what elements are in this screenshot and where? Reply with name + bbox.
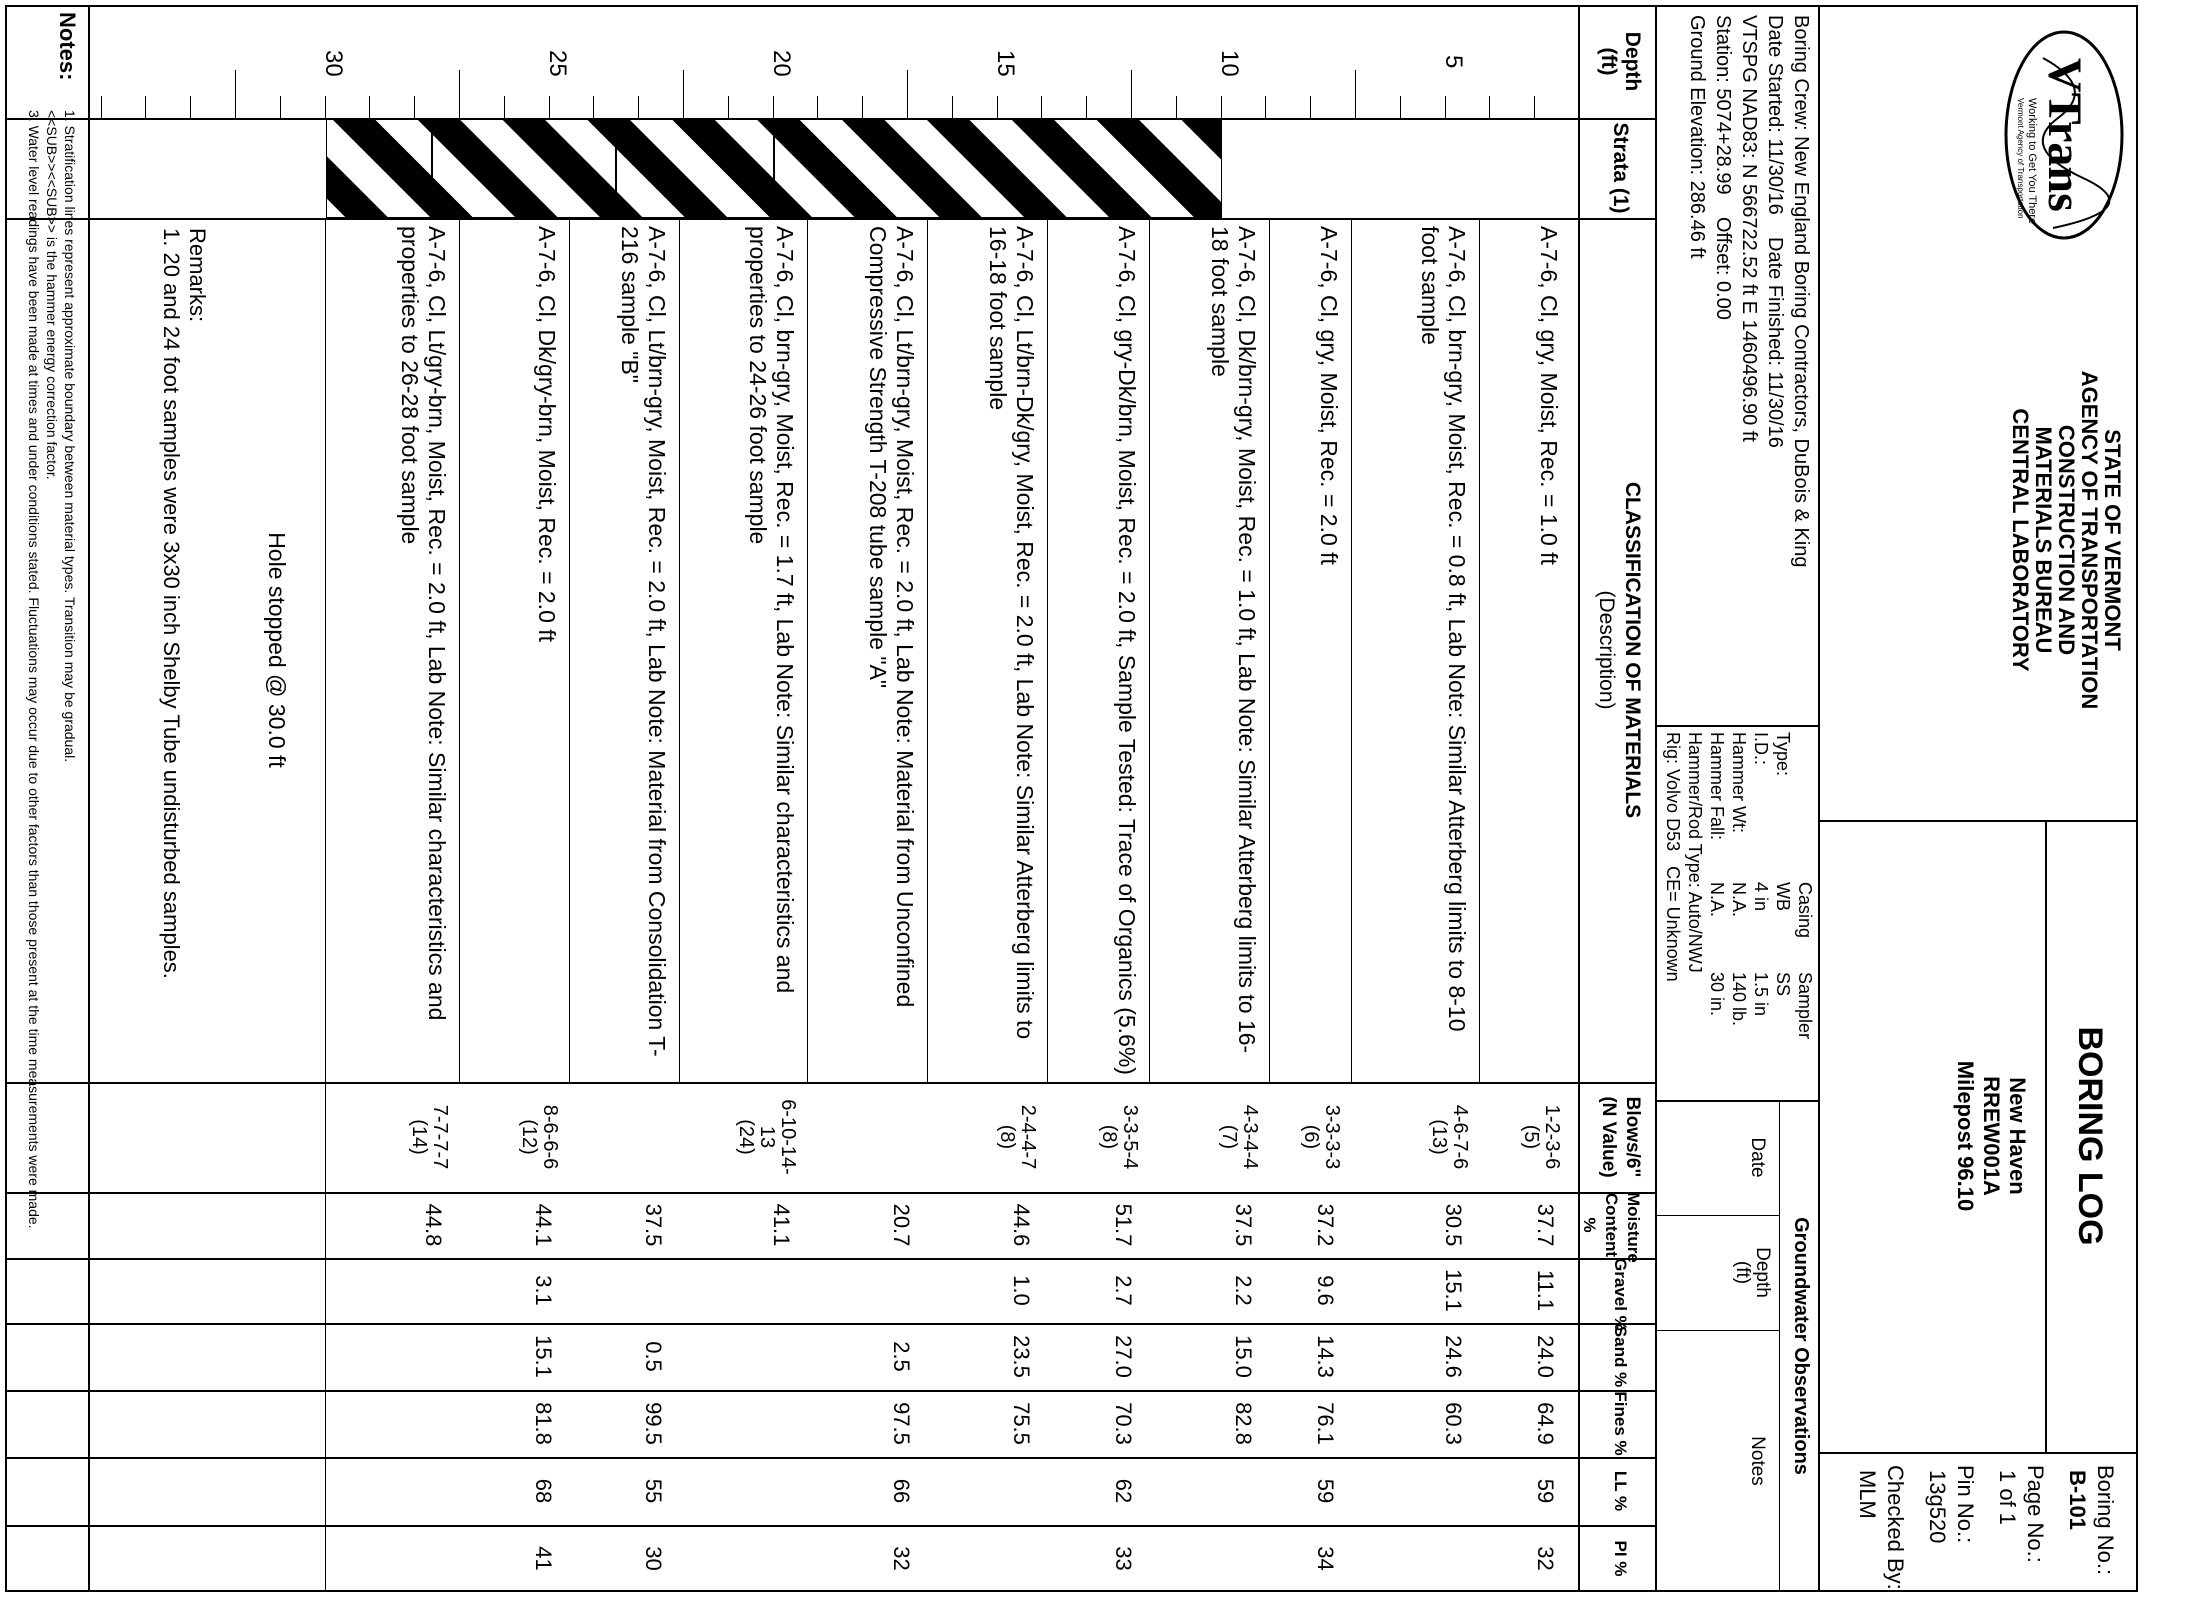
fall-casing: N.A.	[1707, 882, 1727, 918]
finished-value: 11/30/16	[1764, 371, 1786, 448]
depth-tick	[1176, 96, 1177, 118]
type-casing: WB	[1773, 882, 1793, 911]
info-col-divider-1	[1657, 725, 1820, 727]
gw-notes: Notes	[1747, 1436, 1768, 1486]
sample-ll: 59	[1533, 1478, 1558, 1504]
depth-tick	[1445, 96, 1446, 118]
depth-tick	[1221, 96, 1222, 118]
sampler-label: Sampler	[1795, 972, 1815, 1040]
classification-header: CLASSIFICATION OF MATERIALS	[1621, 481, 1644, 819]
sample-fines: 76.1	[1313, 1402, 1338, 1445]
depth-tick	[862, 96, 863, 118]
equipment-info	[1662, 732, 1816, 1097]
sample-pi: 34	[1313, 1546, 1338, 1571]
sample-sand: 23.5	[1009, 1335, 1034, 1378]
sample-fines: 81.8	[531, 1402, 556, 1445]
sample-gravel: 11.1	[1533, 1269, 1558, 1312]
agency-line: AGENCY OF TRANSPORTATION	[2077, 370, 2102, 710]
sample-description: A-7-6, Cl, brn-gry, Moist, Rec. = 0.8 ft, Lab Note: Similar Atterberg limits to 8-10 foot sample	[1417, 226, 1470, 1032]
strata-hatch	[326, 118, 1222, 218]
note-line-3: 3. Water level readings have been made at times and under conditions stated. Fluctuations may occur due to other factors than those present at the time measurements were made.	[26, 110, 42, 1229]
data-bottom-line	[325, 1082, 326, 1592]
type-sampler: SS	[1773, 972, 1793, 997]
remarks-line: 1. 20 and 24 foot samples were 3x30 inch Shelby Tube undisturbed samples.	[159, 228, 184, 979]
row-divider	[1047, 218, 1048, 1082]
sample-description: A-7-6, Cl, Lt/brn-gry, Moist, Rec. = 2.0 ft, Lab Note: Material from Consolidation T-216 sample "B"	[617, 226, 670, 1057]
station-value: 5074+28.99	[1712, 88, 1734, 195]
sample-blows: 4-3-4-4 (7)	[1218, 1104, 1261, 1170]
depth-tick	[549, 96, 550, 118]
depth-tick	[728, 96, 729, 118]
col-line-sand	[5, 1323, 1657, 1325]
row-divider	[459, 218, 460, 1082]
sample-moisture: 37.5	[1231, 1203, 1256, 1247]
sample-blows: 3-3-5-4 (8)	[1098, 1104, 1141, 1170]
row-divider	[569, 218, 570, 1082]
vtspg-label: VTSPG NAD83:	[1738, 15, 1760, 159]
sample-fines: 82.8	[1231, 1402, 1256, 1445]
id-sampler: 1.5 in	[1751, 972, 1771, 1017]
depth-tick	[459, 70, 460, 118]
depth-tick	[1131, 70, 1132, 118]
agency-line: CENTRAL LABORATORY	[2008, 408, 2033, 672]
row-divider	[679, 218, 680, 1082]
sample-fines: 97.5	[889, 1402, 914, 1445]
row-divider	[1351, 218, 1352, 1082]
note-line-1: 1. Stratification lines represent approximate boundary between material types. Transition may be gradual.	[62, 110, 78, 763]
sample-fines: 60.3	[1441, 1402, 1466, 1445]
logo-text: VTrans	[2038, 58, 2091, 212]
agency-line: STATE OF VERMONT	[2100, 429, 2125, 651]
depth-tick	[1265, 96, 1266, 118]
depth-tick	[504, 96, 505, 118]
depth-label-15: 15	[992, 50, 1019, 77]
project-line: Milepost 96.10	[1953, 1060, 1978, 1212]
sample-fines: 70.3	[1111, 1402, 1136, 1445]
sample-description: A-7-6, Cl, gry-Dk/brn, Moist, Rec. = 2.0 ft, Sample Tested: Trace of Organics (5.6%)	[1114, 226, 1140, 1075]
depth-header: Depth (ft)	[1597, 31, 1644, 92]
fall-sampler: 30 in.	[1707, 972, 1727, 1017]
depth-tick	[280, 96, 281, 118]
sample-description: A-7-6, Cl, Lt/gry-brn, Moist, Rec. = 2.0 ft, Lab Note: Similar characteristics and properties to 26-28 foot sample	[397, 226, 450, 1021]
elev-value: 286.46 ft	[1686, 180, 1708, 259]
depth-tick	[101, 96, 102, 118]
project-info	[1952, 820, 2030, 1452]
depth-label-20: 20	[768, 50, 795, 77]
col-line-fines	[5, 1390, 1657, 1392]
classification-subheader: (Description)	[1595, 590, 1618, 710]
sample-description: A-7-6, Cl, Dk/gry-brn, Moist, Rec. = 2.0 ft	[534, 226, 560, 643]
row-divider	[325, 218, 326, 1082]
header-divider	[1818, 5, 1820, 1592]
depth-tick	[1489, 96, 1490, 118]
vtspg-value: N 566722.52 ft E 1460496.90 ft	[1738, 163, 1760, 442]
checked-label: Checked By:	[1883, 1465, 1908, 1590]
sample-fines: 99.5	[641, 1402, 666, 1445]
sample-fines: 75.5	[1009, 1402, 1034, 1445]
boring-no-label: Boring No.:	[2093, 1465, 2118, 1576]
depth-tick	[235, 70, 236, 118]
project-line: New Haven	[2005, 1077, 2030, 1195]
sample-pi: 32	[889, 1546, 914, 1571]
strata-header: Strata (1)	[1609, 122, 1632, 214]
sample-blows: 3-3-3-3 (6)	[1300, 1104, 1343, 1170]
sample-sand: 27.0	[1111, 1335, 1136, 1378]
sample-description: A-7-6, Cl, gry, Moist, Rec. = 2.0 ft	[1316, 226, 1342, 565]
rod-value: Auto/NWJ	[1685, 891, 1705, 973]
sample-ll: 66	[889, 1478, 914, 1504]
sample-blows: 6-10-14- 13 (24)	[735, 1099, 799, 1175]
depth-tick	[817, 96, 818, 118]
sample-description: A-7-6, Cl, Dk/brn-gry, Moist, Rec. = 1.0 ft, Lab Note: Similar Atterberg limits to 16-18 foot sample	[1207, 226, 1260, 1054]
remarks-title: Remarks:	[185, 228, 210, 323]
depth-tick	[1086, 96, 1087, 118]
sample-sand: 2.5	[889, 1341, 914, 1372]
project-divider	[1820, 1452, 2138, 1454]
moisture-header: Moisture Content %	[1580, 1192, 1643, 1263]
sample-moisture: 44.1	[531, 1203, 556, 1247]
sample-pi: 32	[1533, 1546, 1558, 1571]
row-divider	[1479, 218, 1480, 1082]
vtrans-logo	[1998, 28, 2128, 243]
notes-label: Notes:	[55, 12, 80, 81]
sample-moisture: 44.6	[1009, 1203, 1034, 1247]
crew-info	[1684, 15, 1814, 720]
gw-depth: Depth (ft)	[1732, 1247, 1773, 1298]
id-label: I.D.:	[1751, 732, 1771, 766]
note-line-2: <<SUB>><<SUB>> is the hammer energy correction factor.	[44, 110, 60, 480]
agency-line: MATERIALS BUREAU	[2031, 426, 2056, 654]
depth-tick	[325, 96, 326, 118]
sample-blows: 4-6-7-6 (13)	[1428, 1104, 1471, 1170]
info-divider	[1655, 5, 1657, 1592]
row-divider	[1269, 218, 1270, 1082]
wt-casing: N.A.	[1729, 882, 1749, 918]
sample-moisture: 30.5	[1441, 1203, 1466, 1247]
rig-label: Rig:	[1663, 732, 1683, 765]
col-line-class	[5, 218, 1657, 220]
depth-tick	[1041, 96, 1042, 118]
depth-tick	[638, 96, 639, 118]
gravel-header: Gravel %	[1611, 1258, 1630, 1331]
casing-label: Casing	[1795, 882, 1815, 939]
ll-header: LL %	[1611, 1470, 1630, 1512]
groundwater-title: Groundwater Observations	[1790, 1217, 1812, 1475]
depth-tick	[1400, 96, 1401, 118]
sample-description: A-7-6, Cl, Lt/brn-Dk/gry, Moist, Rec. = 2.0 ft, Lab Note: Similar Atterberg limits to 16-18 foot sample	[985, 226, 1038, 1040]
sample-gravel: 3.1	[531, 1275, 556, 1306]
depth-label-10: 10	[1216, 50, 1243, 77]
sample-gravel: 2.2	[1231, 1275, 1256, 1306]
depth-tick	[683, 70, 684, 118]
sample-moisture: 37.2	[1313, 1203, 1338, 1247]
col-header-divider	[1578, 5, 1580, 1592]
crew-value: New England Boring Contractors, DuBois & King	[1790, 136, 1812, 568]
sample-sand: 15.1	[531, 1335, 556, 1378]
depth-tick	[1310, 96, 1311, 118]
hole-stopped: Hole stopped @ 30.0 ft	[264, 532, 290, 768]
col-line-gravel	[5, 1258, 1657, 1260]
fall-label: Hammer Fall:	[1707, 732, 1727, 841]
crew-label: Boring Crew:	[1790, 15, 1812, 131]
depth-tick	[190, 96, 191, 118]
sample-ll: 55	[641, 1478, 666, 1504]
started-label: Date Started:	[1764, 15, 1786, 133]
blows-header: Blows/6" (N Value)	[1598, 1096, 1643, 1178]
depth-tick	[414, 96, 415, 118]
sample-pi: 41	[531, 1546, 556, 1571]
depth-label-25: 25	[544, 50, 571, 77]
offset-label: Offset:	[1712, 216, 1734, 276]
logo-tag: Working to Get You There	[2026, 98, 2038, 225]
sample-moisture: 51.7	[1111, 1203, 1136, 1247]
rig-value: Volvo D53	[1663, 769, 1683, 852]
wt-sampler: 140 lb.	[1729, 972, 1749, 1027]
sample-moisture: 44.8	[421, 1203, 446, 1247]
depth-tick	[773, 96, 774, 118]
checked-value: MLM	[1855, 1470, 1880, 1519]
sample-sand: 24.6	[1441, 1335, 1466, 1378]
type-label: Type:	[1773, 732, 1793, 777]
sample-description: A-7-6, Cl, Lt/brn-gry, Moist, Rec. = 2.0 ft, Lab Note: Material from Unconfined Compressive Strength T-208 tube sample "A"	[865, 226, 918, 1008]
elev-label: Ground Elevation:	[1686, 15, 1708, 176]
sand-header: Sand %	[1611, 1325, 1630, 1388]
offset-value: 0.00	[1712, 280, 1734, 320]
depth-tick	[369, 96, 370, 118]
sample-moisture: 37.5	[641, 1203, 666, 1247]
logo-sub: Vermont Agency of Transportation	[2016, 98, 2025, 219]
station-label: Station:	[1712, 15, 1734, 83]
sample-description: A-7-6, Cl, brn-gry, Moist, Rec. = 1.7 ft, Lab Note: Similar characteristics and properties to 24-26 foot sample	[745, 226, 798, 994]
col-line-ll	[5, 1457, 1657, 1459]
sample-ll: 68	[531, 1478, 556, 1504]
fines-header: Fines %	[1611, 1391, 1630, 1456]
gw-divider	[1779, 1100, 1780, 1592]
log-title: BORING LOG	[2071, 1026, 2109, 1246]
col-line-moist	[5, 1192, 1657, 1194]
sample-pi: 30	[641, 1546, 666, 1571]
sample-moisture: 37.7	[1533, 1203, 1558, 1247]
sample-blows: 2-4-4-7 (8)	[996, 1104, 1039, 1170]
gw-date: Date	[1747, 1137, 1768, 1178]
finished-label: Date Finished:	[1764, 237, 1786, 366]
row-divider	[927, 218, 928, 1082]
title-divider	[2045, 820, 2047, 1452]
page-value: 1 of 1	[1995, 1470, 2020, 1526]
sample-sand: 14.3	[1313, 1335, 1338, 1378]
col-line-blows	[5, 1082, 1657, 1084]
page-label: Page No.:	[2023, 1465, 2048, 1563]
pi-header: PI %	[1611, 1540, 1630, 1577]
depth-tick	[907, 70, 908, 118]
agency-line: CONSTRUCTION AND	[2054, 424, 2079, 656]
depth-tick	[1355, 70, 1356, 118]
agency-title	[2009, 260, 2124, 820]
sample-gravel: 15.1	[1441, 1269, 1466, 1312]
depth-tick	[1534, 96, 1535, 118]
notes-divider	[88, 5, 90, 1592]
sample-gravel: 9.6	[1313, 1275, 1338, 1306]
row-divider	[807, 218, 808, 1082]
sample-description: A-7-6, Cl, gry, Moist, Rec. = 1.0 ft	[1536, 226, 1562, 565]
row-divider	[1149, 218, 1150, 1082]
depth-tick	[145, 96, 146, 118]
sample-gravel: 1.0	[1009, 1275, 1034, 1306]
sample-fines: 64.9	[1533, 1402, 1558, 1445]
started-value: 11/30/16	[1764, 138, 1786, 215]
project-line: RREW001A	[1979, 1076, 2004, 1196]
sample-blows: 8-6-6-6 (12)	[518, 1104, 561, 1170]
pin-label: Pin No.:	[1953, 1465, 1978, 1544]
sample-gravel: 2.7	[1111, 1275, 1136, 1306]
col-line-pi	[5, 1525, 1657, 1527]
sample-sand: 0.5	[641, 1341, 666, 1372]
rod-label: Hammer/Rod Type:	[1685, 732, 1705, 888]
depth-label-5: 5	[1440, 55, 1467, 69]
sample-blows: 1-2-3-6 (5)	[1520, 1104, 1563, 1170]
boring-no: B-101	[2065, 1470, 2090, 1530]
sample-sand: 24.0	[1533, 1335, 1558, 1378]
depth-tick	[593, 96, 594, 118]
sample-blows: 7-7-7-7 (14)	[408, 1104, 451, 1170]
sample-ll: 62	[1111, 1478, 1136, 1504]
ce-value: CE= Unknown	[1663, 866, 1683, 982]
pin-value: 13g520	[1925, 1470, 1950, 1544]
id-casing: 4 in	[1751, 882, 1771, 912]
wt-label: Hammer Wt:	[1729, 732, 1749, 833]
sample-moisture: 20.7	[889, 1203, 914, 1247]
depth-label-30: 30	[320, 50, 347, 77]
sample-sand: 15.0	[1231, 1335, 1256, 1378]
sample-moisture: 41.1	[769, 1203, 794, 1247]
sample-ll: 59	[1313, 1478, 1338, 1504]
depth-tick	[952, 96, 953, 118]
sample-pi: 33	[1111, 1546, 1136, 1571]
depth-tick	[997, 96, 998, 118]
